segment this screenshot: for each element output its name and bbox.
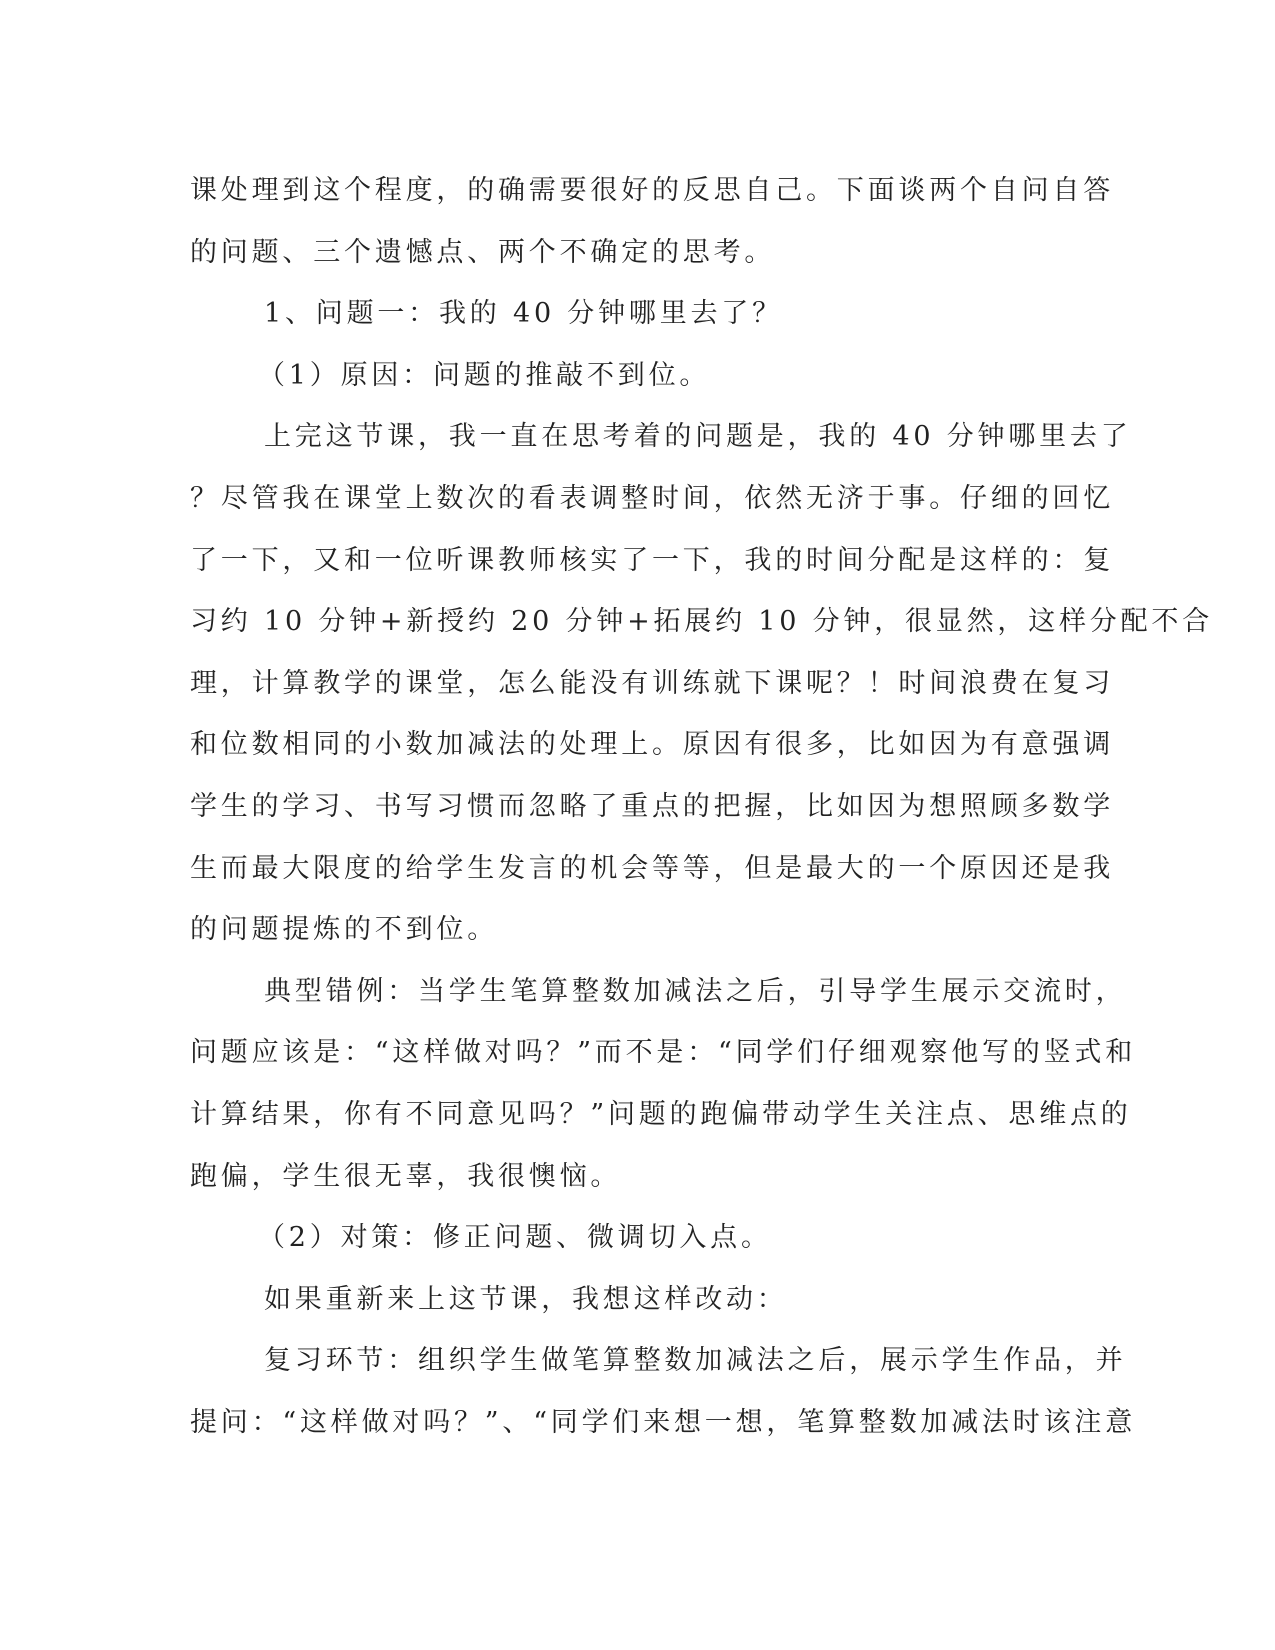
paragraph-line: 典型错例：当学生笔算整数加减法之后，引导学生展示交流时， [264, 975, 1127, 1007]
paragraph-line: 课处理到这个程度，的确需要很好的反思自己。下面谈两个自问自答 [190, 175, 1114, 206]
paragraph-line: 和位数相同的小数加减法的处理上。原因有很多，比如因为有意强调 [190, 729, 1114, 761]
paragraph-line: 复习环节：组织学生做笔算整数加减法之后，展示学生作品，并 [264, 1345, 1127, 1377]
paragraph-line: 上完这节课，我一直在思考着的问题是，我的 40 分钟哪里去了 [264, 421, 1132, 453]
paragraph-line: 提问：“这样做对吗？”、“同学们来想一想，笔算整数加减法时该注意 [190, 1406, 1137, 1438]
subsection-heading: （1）原因：问题的推敲不到位。 [258, 359, 711, 391]
paragraph-line: 习约 10 分钟+新授约 20 分钟+拓展约 10 分钟，很显然，这样分配不合 [190, 606, 1214, 638]
paragraph-line: ？尽管我在课堂上数次的看表调整时间，依然无济于事。仔细的回忆 [190, 482, 1114, 514]
paragraph-line: 的问题提炼的不到位。 [190, 914, 498, 946]
body-text [190, 160, 1214, 1453]
paragraph-line: 问题应该是：“这样做对吗？”而不是：“同学们仔细观察他写的竖式和 [190, 1037, 1137, 1069]
paragraph-line: 理，计算教学的课堂，怎么能没有训练就下课呢？！时间浪费在复习 [190, 667, 1114, 699]
section-heading: 1、问题一：我的 40 分钟哪里去了？ [264, 298, 783, 330]
paragraph-line: 生而最大限度的给学生发言的机会等等，但是最大的一个原因还是我 [190, 852, 1114, 884]
paragraph-line: 了一下，又和一位听课教师核实了一下，我的时间分配是这样的：复 [190, 544, 1114, 576]
paragraph-line: 如果重新来上这节课，我想这样改动： [264, 1283, 788, 1315]
paragraph-line: 计算结果，你有不同意见吗？”问题的跑偏带动学生关注点、思维点的 [190, 1098, 1132, 1130]
paragraph-line: 学生的学习、书写习惯而忽略了重点的把握，比如因为想照顾多数学 [190, 790, 1114, 822]
paragraph-line: 的问题、三个遗憾点、两个不确定的思考。 [190, 236, 776, 268]
subsection-heading: （2）对策：修正问题、微调切入点。 [258, 1222, 772, 1254]
paragraph-line: 跑偏，学生很无辜，我很懊恼。 [190, 1160, 622, 1192]
